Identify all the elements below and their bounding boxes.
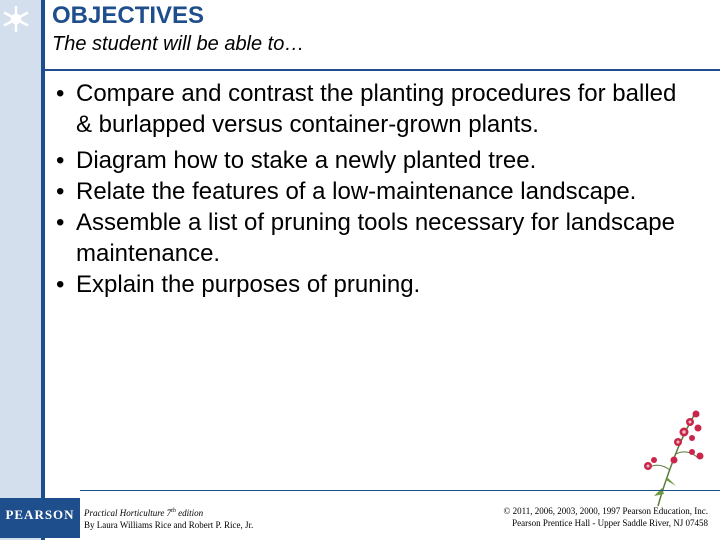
pearson-logo bbox=[0, 498, 80, 538]
objective-item bbox=[56, 176, 696, 207]
objective-text: Assemble a list of pruning tools necessary for landscape maintenance. bbox=[76, 209, 675, 267]
objective-item bbox=[56, 145, 696, 176]
edition-word: edition bbox=[175, 508, 204, 518]
book-authors: By Laura Williams Rice and Robert P. Rice, Jr. bbox=[84, 520, 254, 530]
bullet-icon: • bbox=[56, 209, 65, 236]
slide-title: OBJECTIVES bbox=[52, 2, 205, 29]
title-divider bbox=[45, 69, 720, 71]
copyright-text: © 2011, 2006, 2003, 2000, 1997 Pearson Education, Inc. bbox=[503, 506, 708, 516]
bullet-icon: • bbox=[56, 147, 65, 174]
pearson-logo-text: PEARSON bbox=[5, 507, 75, 522]
objective-text: Relate the features of a low-maintenance landscape. bbox=[76, 178, 637, 205]
book-title-line bbox=[84, 505, 253, 519]
left-sidebar bbox=[0, 0, 41, 540]
sidebar-divider bbox=[41, 0, 45, 540]
objective-text: Diagram how to stake a newly planted tree. bbox=[76, 147, 537, 174]
publisher-text: Pearson Prentice Hall - Upper Saddle River, NJ 07458 bbox=[512, 518, 708, 528]
edition-superscript: th bbox=[171, 508, 176, 514]
footer-divider bbox=[80, 490, 720, 491]
book-title: Practical Horticulture 7 bbox=[84, 508, 172, 518]
slide-subtitle: The student will be able to… bbox=[52, 33, 305, 55]
objective-text: Explain the purposes of pruning. bbox=[76, 271, 421, 298]
snowflake-icon bbox=[1, 4, 31, 34]
objective-item bbox=[56, 207, 696, 269]
objective-item bbox=[56, 78, 696, 140]
objectives-list bbox=[56, 78, 696, 300]
bullet-icon: • bbox=[56, 178, 65, 205]
footer-copyright bbox=[504, 505, 708, 529]
objective-item bbox=[56, 269, 696, 300]
bullet-icon: • bbox=[56, 271, 65, 298]
objective-text: Compare and contrast the planting procedures for balled & burlapped versus container-grown plants. bbox=[76, 80, 677, 138]
flower-illustration bbox=[618, 408, 718, 508]
footer-book-info bbox=[84, 505, 253, 531]
bullet-icon: • bbox=[56, 80, 65, 107]
